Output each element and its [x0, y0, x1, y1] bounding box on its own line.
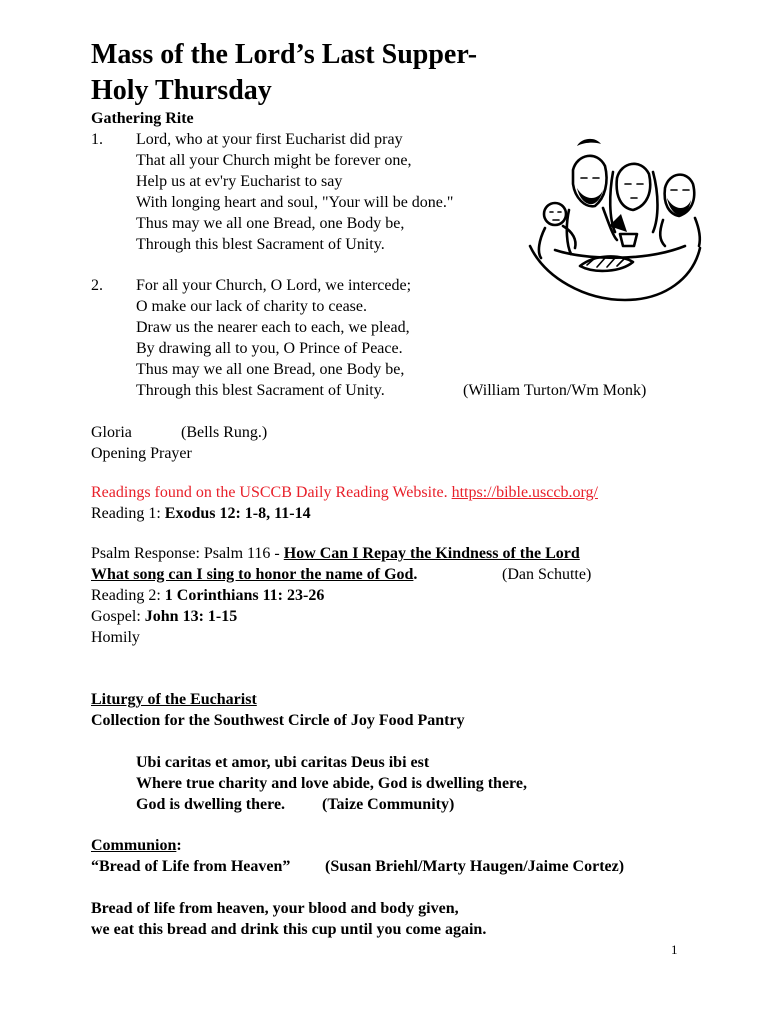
verse-line: Thus may we all one Bread, one Body be,	[136, 215, 405, 232]
gathering-rite-heading: Gathering Rite	[91, 110, 194, 127]
verse-line: Through this blest Sacrament of Unity.	[136, 382, 385, 399]
readings-intro-line	[91, 482, 598, 503]
last-supper-drawing-icon	[525, 128, 705, 310]
communion-refrain-line-2: we eat this bread and drink this cup until you come again.	[91, 921, 487, 938]
eucharist-heading: Liturgy of the Eucharist	[91, 691, 257, 708]
verse-line: O make our lack of charity to cease.	[136, 298, 368, 315]
psalm-response	[91, 543, 580, 564]
readings-intro: Readings found on the USCCB Daily Reading Website.	[91, 484, 452, 501]
gloria-note: (Bells Rung.)	[181, 424, 268, 441]
ubi-caritas-line-1: Ubi caritas et amor, ubi caritas Deus ibi est	[136, 754, 430, 771]
verse-line: By drawing all to you, O Prince of Peace.	[136, 340, 403, 357]
ubi-caritas-line-3: God is dwelling there.	[136, 796, 286, 813]
verse-line: For all your Church, O Lord, we intercede;	[136, 277, 412, 294]
gloria-label: Gloria	[91, 424, 132, 441]
collection-note: Collection for the Southwest Circle of Joy Food Pantry	[91, 712, 465, 729]
verse-line: That all your Church might be forever one,	[136, 152, 412, 169]
communion-song-title: “Bread of Life from Heaven”	[91, 858, 291, 875]
reading-2	[91, 585, 324, 606]
communion-colon: :	[176, 837, 182, 854]
psalm-line-2	[91, 564, 417, 585]
communion-heading: Communion	[91, 837, 177, 854]
verse-line: Through this blest Sacrament of Unity.	[136, 236, 385, 253]
reading-1-label: Reading 1:	[91, 505, 165, 522]
verse-line: Draw us the nearer each to each, we plead,	[136, 319, 410, 336]
communion-refrain-line-1: Bread of life from heaven, your blood and body given,	[91, 900, 459, 917]
ubi-caritas-attribution: (Taize Community)	[322, 796, 455, 813]
ubi-caritas-line-2: Where true charity and love abide, God is dwelling there,	[136, 775, 527, 792]
verse-1	[136, 129, 453, 255]
gospel-ref: John 13: 1-15	[144, 608, 238, 625]
psalm-attribution: (Dan Schutte)	[502, 566, 592, 583]
verse-line: Help us at ev'ry Eucharist to say	[136, 173, 343, 190]
opening-prayer: Opening Prayer	[91, 445, 192, 462]
reading-2-label: Reading 2:	[91, 587, 165, 604]
reading-2-ref: 1 Corinthians 11: 23-26	[164, 587, 325, 604]
reading-1	[91, 503, 311, 524]
gospel	[91, 606, 237, 627]
verse-2-number: 2.	[91, 277, 103, 294]
hymn-attribution: (William Turton/Wm Monk)	[463, 382, 647, 399]
verse-1-number: 1.	[91, 131, 103, 148]
verse-line: Lord, who at your first Eucharist did pray	[136, 131, 403, 148]
psalm-refrain-end: .	[413, 566, 418, 583]
page-number: 1	[671, 942, 678, 957]
communion-heading-line	[91, 835, 182, 856]
psalm-label: Psalm Response: Psalm 116 -	[91, 545, 284, 562]
reading-1-ref: Exodus 12: 1-8, 11-14	[164, 505, 311, 522]
verse-line: With longing heart and soul, "Your will be done."	[136, 194, 454, 211]
homily: Homily	[91, 629, 140, 646]
communion-song-attribution: (Susan Briehl/Marty Haugen/Jaime Cortez)	[325, 858, 625, 875]
verse-line: Thus may we all one Bread, one Body be,	[136, 361, 405, 378]
verse-2	[136, 275, 411, 401]
gospel-label: Gospel:	[91, 608, 145, 625]
usccb-link[interactable]: https://bible.usccb.org/	[451, 484, 598, 501]
page-title-line-1: Mass of the Lord’s Last Supper-	[91, 39, 478, 70]
psalm-title: How Can I Repay the Kindness of the Lord	[283, 545, 580, 562]
psalm-refrain: What song can I sing to honor the name of God	[91, 566, 414, 583]
page-title-line-2: Holy Thursday	[91, 75, 272, 106]
